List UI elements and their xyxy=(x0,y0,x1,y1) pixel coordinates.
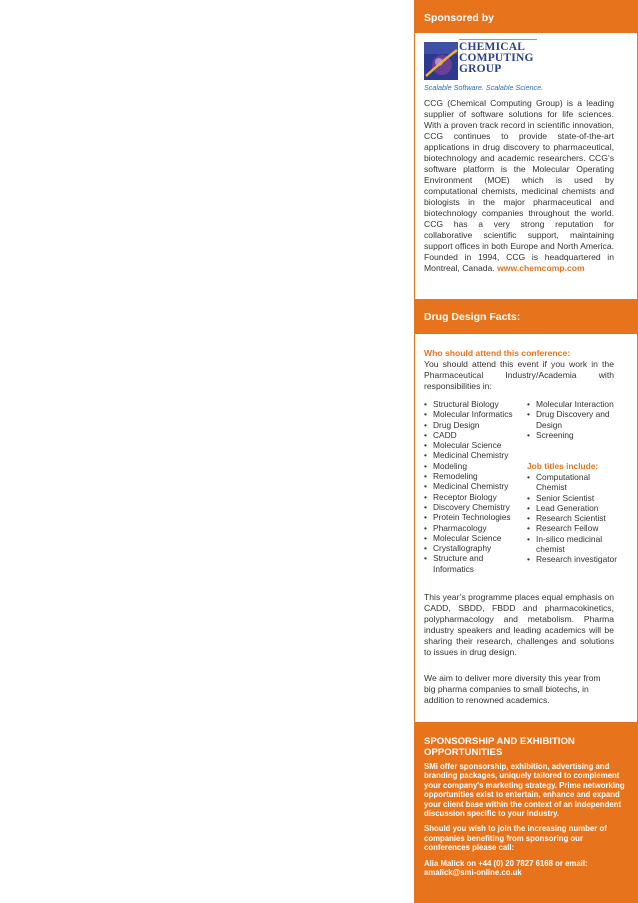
list-item: • Protein Technologies xyxy=(424,512,519,522)
list-item: • CADD xyxy=(424,430,519,440)
sponsorship-heading: SPONSORSHIP AND EXHIBITION OPPORTUNITIES xyxy=(424,736,575,758)
logo-line-2: COMPUTING xyxy=(459,52,534,64)
job-titles-list xyxy=(527,472,617,565)
who-text: You should attend this event if you work in the Pharmaceutical Industry/Academia with responsibilities in: xyxy=(424,359,614,391)
list-item: • Discovery Chemistry xyxy=(424,502,519,512)
list-item: • Research Fellow xyxy=(527,523,617,533)
responsibilities-list-right xyxy=(527,399,617,440)
job-titles-heading: Job titles include: xyxy=(527,461,599,471)
logo-tagline: Scalable Software. Scalable Science. xyxy=(424,83,544,92)
list-item: • Screening xyxy=(527,430,617,440)
logo-rule xyxy=(459,39,537,40)
who-heading: Who should attend this conference: xyxy=(424,348,571,358)
programme-text: This year’s programme places equal emphasis on CADD, SBDD, FBDD and pharmacokinetics, polypharmacology and metabolism. Pharma industry speakers and leading academics will be sharing their research, challenges and solutions to issues in drug design. xyxy=(424,592,614,657)
list-item: • Molecular Interaction xyxy=(527,399,617,409)
list-item: • Research Scientist xyxy=(527,513,617,523)
list-item: • Medicinal Chemistry xyxy=(424,481,519,491)
sponsor-description: CCG (Chemical Computing Group) is a leading supplier of software solutions for life sciences. With a proven track record in scientific innovation, CCG continues to provide state-of-the-art applications in drug discovery to pharmaceutical, biotechnology and academic researchers. CCG’s software platform is the Molecular Operating Environment (MOE) which is used by computational chemists, medicinal chemists and biologists in the major pharmaceutical and biotechnology companies throughout the world. CCG has a very strong reputation for collaborative scientific support, maintaining support offices in both Europe and North America. Founded in 1994, CCG is headquartered in Montreal, Canada. xyxy=(424,98,614,273)
list-item: • Structural Biology xyxy=(424,399,519,409)
responsibilities-list-left xyxy=(424,399,519,574)
list-item: • Structure and Informatics xyxy=(424,553,519,574)
list-item: • Drug Discovery and Design xyxy=(527,409,617,430)
list-item: • Crystallography xyxy=(424,543,519,553)
ccg-logo-emblem-icon xyxy=(424,42,458,80)
sponsor-url-link[interactable]: www.chemcomp.com xyxy=(497,263,585,273)
list-item: • Research investigator xyxy=(527,554,617,564)
list-item: • Lead Generation xyxy=(527,503,617,513)
list-item: • Drug Design xyxy=(424,420,519,430)
sponsorship-text-2: Should you wish to join the increasing number of companies benefiting from sponsoring our conferences please call: xyxy=(424,824,607,853)
list-item: • In-silico medicinal chemist xyxy=(527,534,617,555)
list-item: • Molecular Informatics xyxy=(424,409,519,419)
facts-heading: Drug Design Facts: xyxy=(424,311,521,323)
sponsor-description-block xyxy=(424,98,614,274)
list-item: • Medicinal Chemistry xyxy=(424,450,519,460)
sponsorship-box xyxy=(414,723,638,903)
logo-line-1: CHEMICAL xyxy=(459,41,526,53)
list-item: • Molecular Science xyxy=(424,440,519,450)
who-block xyxy=(424,348,614,392)
logo-line-3: GROUP xyxy=(459,63,502,75)
list-item: • Modeling xyxy=(424,461,519,471)
list-item: • Remodeling xyxy=(424,471,519,481)
sponsorship-content xyxy=(424,737,628,877)
sponsorship-text-1: SMi offer sponsorship, exhibition, advertising and branding packages, uniquely tailored to complement your company's marketing strategy. Prime networking opportunities exist to entertain, enhance and expand your client base within the context of an independent discussion specific to your industry. xyxy=(424,762,625,819)
sponsorship-contact[interactable]: Alia Malick on +44 (0) 20 7827 6168 or email: amalick@smi-online.co.uk xyxy=(424,858,588,878)
list-item: • Computational Chemist xyxy=(527,472,617,493)
sponsor-heading: Sponsored by xyxy=(424,12,495,24)
logo-name xyxy=(459,42,534,75)
list-item: • Receptor Biology xyxy=(424,492,519,502)
diversity-text: We aim to deliver more diversity this year from big pharma companies to small biotechs, in addition to renowned academics. xyxy=(424,673,601,705)
list-item: • Pharmacology xyxy=(424,523,519,533)
list-item: • Molecular Science xyxy=(424,533,519,543)
list-item: • Senior Scientist xyxy=(527,493,617,503)
ccg-logo xyxy=(424,42,544,94)
